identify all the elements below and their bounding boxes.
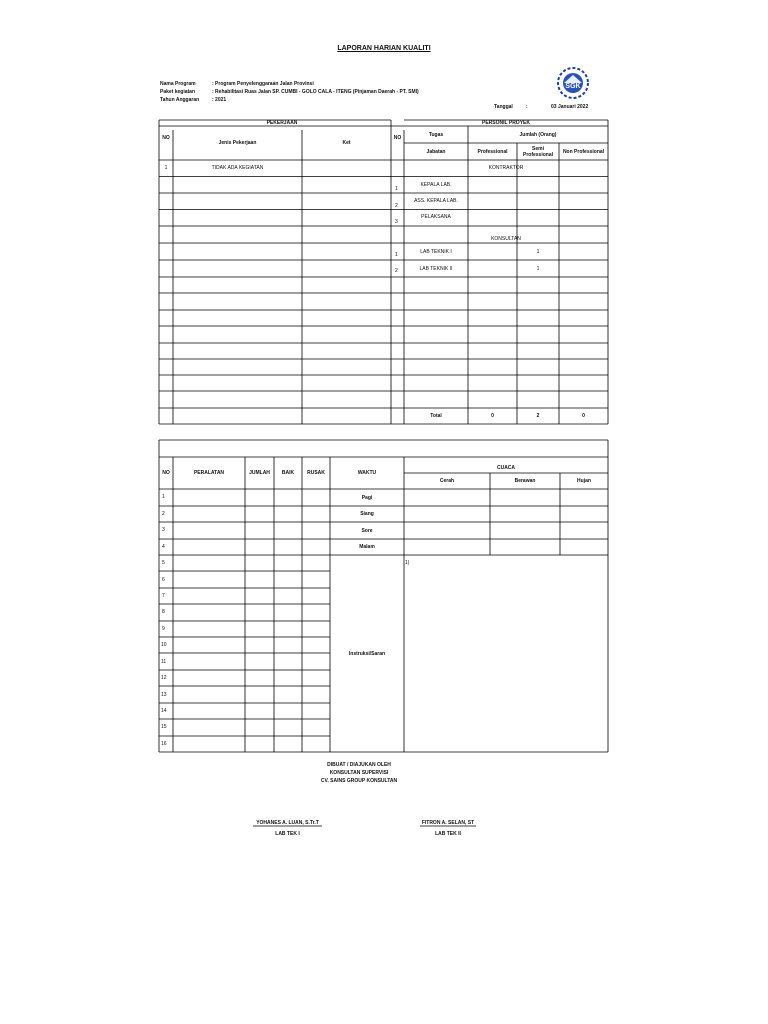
signer1-role: LAB TEK I [275, 831, 300, 837]
kontraktor-row1-no: 1 [395, 186, 398, 192]
alat-row-no: 7 [162, 593, 165, 599]
peralatan-header: PERALATAN [193, 470, 225, 476]
alat-row-no: 9 [162, 626, 165, 632]
alat-row-no: 10 [161, 642, 167, 648]
berawan-header: Berawan [514, 478, 536, 484]
signer1-name: YOHANES A. LUAN, S.Tr.T [256, 820, 319, 826]
jumlah-orang-header: Jumlah (Orang) [519, 131, 557, 138]
signer2-name: FITRON A. SELAN, ST [421, 820, 475, 826]
meta-tahun: Tahun Anggaran : 2021 [160, 97, 227, 103]
meta-paket: Paket kegiatan : Rehabilitasi Ruas Jalan SP. CUMBI - GOLO CALA - ITENG (Pinjaman Daerah - PT. SMI) [160, 89, 419, 95]
waktu-pagi: Pagi [361, 494, 373, 501]
alat-row-no: 3 [162, 527, 165, 533]
alat-row-no: 4 [162, 544, 165, 550]
footer-line2: KONSULTAN SUPERVISI [329, 770, 389, 776]
total-label: Total [430, 413, 442, 419]
jabatan-header: Jabatan [426, 148, 446, 155]
total-semi: 2 [536, 413, 540, 419]
signer2-role: LAB TEK II [435, 831, 461, 837]
alat-no-header: NO [162, 470, 170, 476]
alat-row-no: 15 [161, 724, 167, 730]
report-title: LAPORAN HARIAN KUALITI [337, 45, 431, 52]
konsultan-row2-semi: 1 [536, 265, 540, 272]
alat-row-no: 8 [162, 609, 165, 615]
kontraktor-row2-jabatan: ASS. KEPALA LAB. [414, 198, 458, 204]
row1-jenis: TIDAK ADA KEGIATAN [211, 165, 264, 171]
no-header-personil: NO [393, 135, 402, 141]
waktu-sore: Sore [361, 527, 373, 534]
kontraktor-row3-jabatan: PELAKSANA [421, 214, 451, 220]
instruksi-note: 1) [405, 560, 410, 566]
pekerjaan-header: PEKERJAAN [266, 120, 298, 126]
tugas-header: Tugas [428, 131, 444, 138]
cerah-header: Cerah [439, 478, 455, 484]
kontraktor-row1-jabatan: KEPALA LAB. [420, 182, 452, 188]
konsultan-label: KONSULTAN [491, 236, 521, 242]
konsultan-row2-no: 2 [395, 268, 398, 274]
tanggal-value: 03 Januari 2022 [551, 104, 589, 110]
hujan-header: Hujan [577, 478, 591, 484]
meta-program: Nama Program : Program Penyelenggaraan Jalan Provinsi [160, 81, 314, 87]
no-header: NO [162, 135, 170, 141]
alat-row-no: 12 [161, 675, 167, 681]
jenis-pekerjaan-header: Jenis Pekerjaan [218, 139, 257, 146]
alat-row-no: 6 [162, 577, 165, 583]
svg-text:SGK: SGK [565, 83, 581, 90]
kontraktor-row2-no: 2 [395, 203, 398, 209]
tanggal-label: Tanggal [494, 104, 513, 110]
baik-header: BAIK [281, 470, 295, 476]
instruksi-label: Instruksi/Saran [348, 650, 386, 657]
semi-professional-header: Semi Professional [522, 145, 553, 158]
total-non: 0 [582, 413, 585, 419]
footer-line3: CV. SAINS GROUP KONSULTAN [320, 778, 398, 784]
konsultan-row1-no: 1 [395, 252, 398, 258]
kontraktor-label: KONTRAKTOR [488, 165, 524, 171]
ket-header: Ket [342, 139, 351, 146]
alat-row-no: 14 [161, 708, 167, 714]
row1-no: 1 [164, 165, 168, 171]
professional-header: Professional [477, 148, 508, 155]
non-professional-header: Non Professional [562, 148, 605, 155]
rusak-header: RUSAK [307, 470, 325, 476]
alat-row-no: 5 [162, 560, 165, 566]
jumlah-header: JUMLAH [249, 470, 270, 476]
personil-header: PERSONIL PROYEK [482, 120, 530, 126]
waktu-siang: Siang [360, 511, 374, 517]
footer-line1: DIBUAT / DIAJUKAN OLEH [327, 762, 391, 768]
alat-row-no: 16 [161, 741, 167, 747]
alat-row-no: 2 [162, 511, 165, 517]
konsultan-row1-jabatan: LAB TEKNIK I [420, 248, 452, 255]
alat-row-no: 1 [162, 494, 165, 500]
tanggal-sep: : [526, 104, 528, 110]
alat-row-no: 13 [161, 692, 167, 698]
waktu-malam: Malam [359, 544, 375, 550]
kontraktor-row3-no: 3 [395, 219, 398, 225]
cuaca-header: CUACA [496, 465, 516, 471]
konsultan-row1-semi: 1 [536, 248, 540, 255]
waktu-header: WAKTU [357, 470, 377, 476]
konsultan-row2-jabatan: LAB TEKNIK II [419, 265, 453, 272]
alat-row-no: 11 [161, 659, 167, 665]
total-professional: 0 [491, 413, 494, 419]
